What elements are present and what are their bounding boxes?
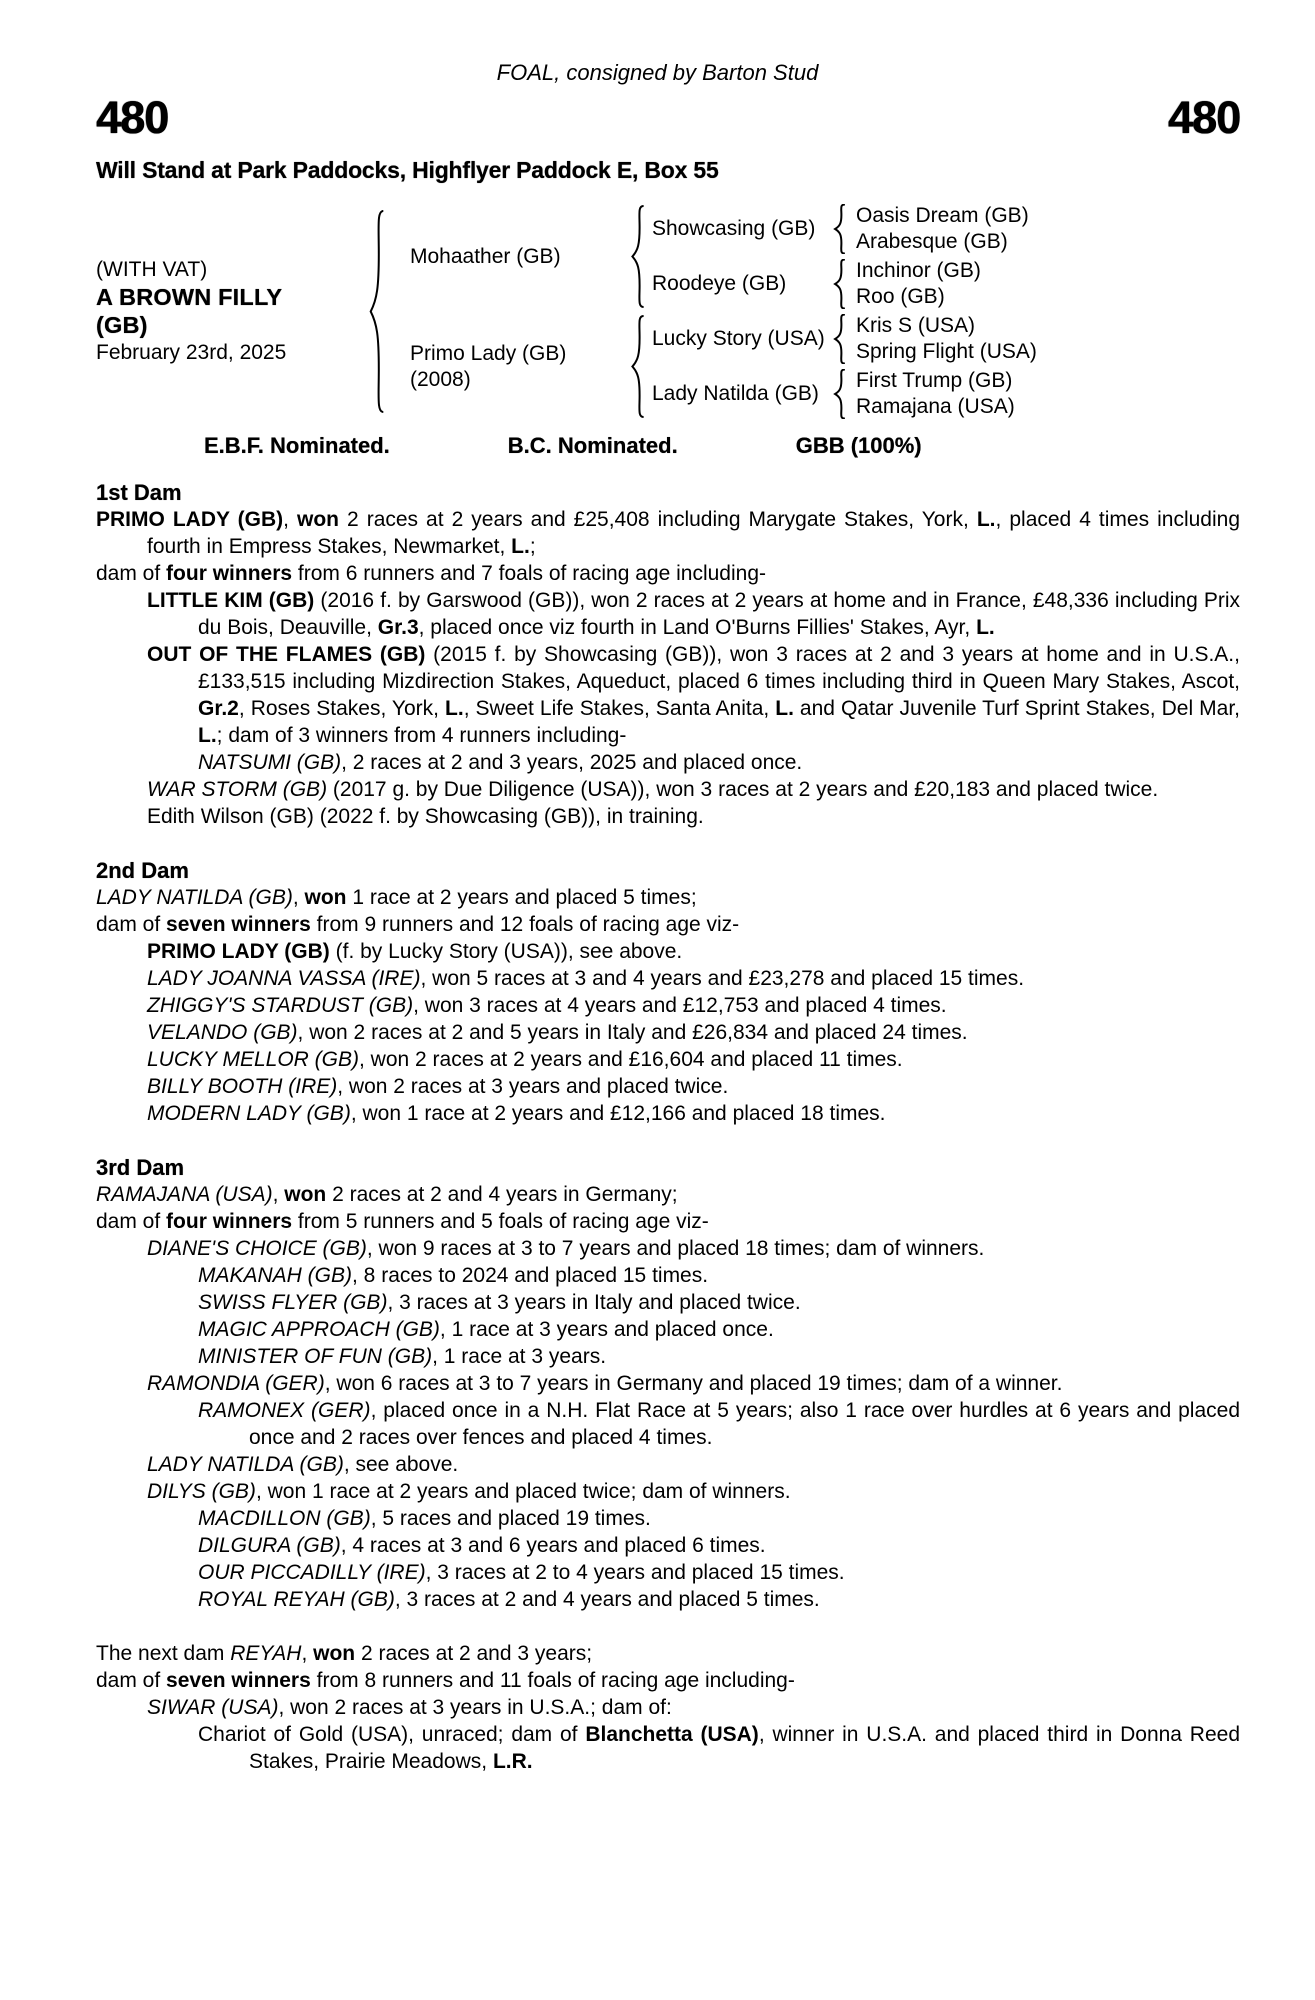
text-run: LADY NATILDA (GB) [147, 1453, 344, 1476]
text-run: Gr.2 [198, 697, 239, 720]
text-run: MAKANAH (GB) [198, 1264, 353, 1287]
brace-gp1-icon [833, 204, 847, 254]
text-run: , 4 races at 3 and 6 years and placed 6 times. [340, 1534, 766, 1557]
text-run: , [272, 1183, 285, 1206]
text-run: four winners [166, 1210, 293, 1233]
lot-number-left: 480 [96, 92, 169, 143]
text-run: (2017 g. by Due Diligence (USA)), won 3 races at 2 years and £20,183 and placed twice. [327, 778, 1159, 801]
nominations-line [204, 433, 922, 459]
pedigree-paragraph [96, 965, 1240, 992]
pedigree-paragraph [96, 1073, 1240, 1100]
grandsire-paternal [652, 203, 830, 255]
second-dam-heading: 2nd Dam [96, 858, 189, 883]
subject-suffix: (GB) [96, 311, 148, 338]
brace-gp3-icon [833, 314, 847, 364]
text-run: BILLY BOOTH (IRE) [147, 1075, 338, 1098]
text-run: REYAH [230, 1642, 302, 1665]
text-run: RAMONDIA (GER) [147, 1372, 325, 1395]
pedigree-paragraph [96, 911, 1240, 938]
text-run: PRIMO LADY (GB) [96, 508, 284, 531]
text-run: dam of [96, 1210, 167, 1233]
text-run: OUT OF THE FLAMES (GB) [147, 643, 426, 666]
text-run: RAMAJANA (USA) [96, 1183, 273, 1206]
text-run: Blanchetta (USA) [585, 1723, 759, 1746]
pedigree-paragraph [96, 992, 1240, 1019]
text-run: seven winners [166, 1669, 311, 1692]
text-run: SWISS FLYER (GB) [198, 1291, 388, 1314]
pedigree-paragraph [96, 1181, 1240, 1208]
text-run: , see above. [343, 1453, 459, 1476]
pedigree-paragraph [96, 1721, 1240, 1775]
text-run: LITTLE KIM (GB) [147, 589, 315, 612]
text-run: , [292, 886, 305, 909]
pedigree-paragraph [96, 1505, 1240, 1532]
brace-gp4-icon [833, 369, 847, 419]
text-run: ZHIGGY'S STARDUST (GB) [147, 994, 414, 1017]
text-run: 2 races at 2 and 3 years; [355, 1642, 593, 1665]
text-run: L. [976, 616, 995, 639]
pedigree-paragraph [96, 1640, 1240, 1667]
text-run: from 5 runners and 5 foals of racing age viz- [292, 1210, 709, 1233]
text-run: , won 5 races at 3 and 4 years and £23,278 and placed 15 times. [420, 967, 1025, 990]
pedigree-paragraph [96, 749, 1240, 776]
pedigree-paragraph [96, 884, 1240, 911]
section-next-dam [96, 1640, 1240, 1775]
section-third-dam [96, 1154, 1240, 1613]
text-run: LADY JOANNA VASSA (IRE) [147, 967, 421, 990]
brace-gp2-icon [833, 259, 847, 309]
text-run: OUR PICCADILLY (IRE) [198, 1561, 426, 1584]
text-run: , Sweet Life Stakes, Santa Anita, [463, 697, 776, 720]
text-run: L. [511, 535, 530, 558]
pedigree-dam [410, 313, 625, 420]
text-run: MINISTER OF FUN (GB) [198, 1345, 433, 1368]
text-run: NATSUMI (GB) [198, 751, 342, 774]
pedigree-paragraph [96, 641, 1240, 749]
text-run: , won 2 races at 3 years in U.S.A.; dam of: [278, 1696, 672, 1719]
granddam-maternal-name: Lady Natilda (GB) [652, 382, 819, 405]
granddam-paternal-name: Roodeye (GB) [652, 272, 787, 295]
text-run: , [283, 508, 297, 531]
text-run: , 8 races to 2024 and placed 15 times. [352, 1264, 709, 1287]
text-run: , 3 races at 2 and 4 years and placed 5 times. [394, 1588, 820, 1611]
text-run: and Qatar Juvenile Turf Sprint Stakes, Del Mar, [793, 697, 1241, 720]
pedigree-paragraph [96, 506, 1240, 560]
stand-location-line: Will Stand at Park Paddocks, Highflyer Paddock E, Box 55 [96, 157, 719, 183]
pedigree-paragraph [96, 1478, 1240, 1505]
text-run: won [304, 886, 347, 909]
text-run: won [313, 1642, 356, 1665]
text-run: WAR STORM (GB) [147, 778, 328, 801]
text-run: dam of [96, 1669, 167, 1692]
text-run: 2 races at 2 years and £25,408 including Marygate Stakes, York, [339, 508, 977, 531]
ebf-nominated: E.B.F. Nominated. [204, 433, 390, 458]
text-run: L. [198, 724, 217, 747]
text-run: MACDILLON (GB) [198, 1507, 371, 1530]
text-run: from 8 runners and 11 foals of racing age including- [310, 1669, 795, 1692]
section-first-dam [96, 479, 1240, 830]
text-run: , won 1 race at 2 years and £12,166 and placed 18 times. [350, 1102, 886, 1125]
pedigree-paragraph [96, 1100, 1240, 1127]
text-run: from 9 runners and 12 foals of racing age viz- [310, 913, 740, 936]
pedigree-paragraph [96, 938, 1240, 965]
third-dam-heading: 3rd Dam [96, 1155, 185, 1180]
text-run: 1 race at 2 years and placed 5 times; [346, 886, 697, 909]
pedigree-paragraph [96, 1235, 1240, 1262]
text-run: ROYAL REYAH (GB) [198, 1588, 395, 1611]
text-run: dam of [96, 913, 167, 936]
text-run: L. [775, 697, 794, 720]
text-run: seven winners [166, 913, 311, 936]
section-second-dam [96, 857, 1240, 1127]
catalogue-body [96, 479, 1240, 1802]
pedigree-paragraph [96, 1208, 1240, 1235]
text-run: 2 races at 2 and 4 years in Germany; [326, 1183, 678, 1206]
granddam-paternal [652, 258, 830, 310]
text-run: , [301, 1642, 314, 1665]
great-grandparent: Oasis Dream (GB) [856, 204, 1029, 227]
pedigree-paragraph [96, 587, 1240, 641]
pedigree-paragraph [96, 1559, 1240, 1586]
pedigree-paragraph [96, 1667, 1240, 1694]
pedigree-paragraph [96, 1532, 1240, 1559]
lot-number-right: 480 [1167, 92, 1240, 143]
text-run: The next dam [96, 1642, 231, 1665]
foal-date: February 23rd, 2025 [96, 340, 287, 364]
text-run: won [297, 508, 339, 531]
text-run: , Roses Stakes, York, [238, 697, 446, 720]
text-run: DILYS (GB) [147, 1480, 256, 1503]
granddam-maternal [652, 368, 830, 420]
great-grandparent: First Trump (GB) [856, 369, 1013, 392]
pedigree-tree [96, 203, 1240, 420]
text-run: , 3 races at 3 years in Italy and placed twice. [387, 1291, 801, 1314]
pedigree-paragraph [96, 803, 1240, 830]
text-run: , won 1 race at 2 years and placed twice; dam of winners. [255, 1480, 791, 1503]
pedigree-paragraph [96, 560, 1240, 587]
brace-sire-icon [630, 205, 646, 308]
text-run: RAMONEX (GER) [198, 1399, 371, 1422]
pedigree-paragraph [96, 1451, 1240, 1478]
text-run: L. [976, 508, 996, 531]
text-run: , placed 4 times including fourth in Empress Stakes, Newmarket, [147, 508, 1241, 558]
consignor-line: FOAL, consigned by Barton Stud [496, 60, 819, 85]
text-run: Chariot of Gold (USA), unraced; dam of [198, 1723, 586, 1746]
text-run: SIWAR (USA) [147, 1696, 279, 1719]
text-run: MODERN LADY (GB) [147, 1102, 351, 1125]
text-run: , 3 races at 2 to 4 years and placed 15 times. [425, 1561, 845, 1584]
text-run: , won 2 races at 3 years and placed twice. [337, 1075, 729, 1098]
vat-note: (WITH VAT) [96, 257, 208, 281]
text-run: (2015 f. by Showcasing (GB)), won 3 races at 2 and 3 years at home and in U.S.A., £133,515 including Mizdirection Stakes, Aqueduct, placed 6 times including third in Queen Mary Stakes, Ascot, [198, 643, 1240, 693]
text-run: dam of [96, 562, 167, 585]
pedigree-subject [96, 203, 368, 420]
pedigree-paragraph [96, 1370, 1240, 1397]
pedigree-paragraph [96, 776, 1240, 803]
page-header [0, 0, 1315, 478]
text-run: , 1 race at 3 years and placed once. [439, 1318, 774, 1341]
pedigree-paragraph [96, 1262, 1240, 1289]
text-run: , 2 races at 2 and 3 years, 2025 and placed once. [341, 751, 803, 774]
text-run: (2016 f. by Garswood (GB)), won 2 races at 2 years at home and in France, £48,336 including Prix du Bois, Deauville, [198, 589, 1240, 639]
text-run: Edith Wilson (GB) (2022 f. by Showcasing (GB)), in training. [147, 805, 704, 828]
pedigree-paragraph [96, 1586, 1240, 1613]
text-run: MAGIC APPROACH (GB) [198, 1318, 440, 1341]
text-run: , won 9 races at 3 to 7 years and placed 18 times; dam of winners. [366, 1237, 985, 1260]
text-run: , placed once viz fourth in Land O'Burns Fillies' Stakes, Ayr, [418, 616, 977, 639]
text-run: ; dam of 3 winners from 4 runners including- [216, 724, 627, 747]
text-run: , placed once in a N.H. Flat Race at 5 years; also 1 race over hurdles at 6 years and placed once and 2 races over fences and placed 4 times. [249, 1399, 1241, 1449]
great-grandparent: Roo (GB) [856, 285, 945, 308]
text-run: four winners [166, 562, 293, 585]
grandsire-maternal [652, 313, 830, 365]
text-run: L.R. [492, 1750, 533, 1773]
great-grandparent: Spring Flight (USA) [856, 340, 1037, 363]
text-run: , won 2 races at 2 and 5 years in Italy and £26,834 and placed 24 times. [297, 1021, 968, 1044]
text-run: PRIMO LADY (GB) [147, 940, 330, 963]
brace-dam-icon [630, 315, 646, 418]
first-dam-heading: 1st Dam [96, 480, 182, 505]
text-run: (f. by Lucky Story (USA)), see above. [329, 940, 683, 963]
pedigree-paragraph [96, 1397, 1240, 1451]
sire-name: Mohaather (GB) [410, 244, 561, 268]
text-run: DIANE'S CHOICE (GB) [147, 1237, 367, 1260]
pedigree-paragraph [96, 1694, 1240, 1721]
great-grandparent: Inchinor (GB) [856, 259, 981, 282]
text-run: DILGURA (GB) [198, 1534, 341, 1557]
pedigree-paragraph [96, 1046, 1240, 1073]
text-run: , won 2 races at 2 years and £16,604 and placed 11 times. [359, 1048, 903, 1071]
dam-year: (2008) [410, 367, 471, 391]
brace-root-icon [368, 209, 386, 414]
text-run: L. [445, 697, 464, 720]
text-run: VELANDO (GB) [147, 1021, 298, 1044]
great-grandparent: Arabesque (GB) [856, 230, 1008, 253]
great-grandparent: Ramajana (USA) [856, 395, 1015, 418]
text-run: , winner in U.S.A. and placed third in Donna Reed Stakes, Prairie Meadows, [249, 1723, 1240, 1773]
gbb-status: GBB (100%) [795, 433, 922, 458]
pedigree-sire [410, 203, 625, 310]
text-run: Gr.3 [377, 616, 419, 639]
great-grandparent: Kris S (USA) [856, 314, 976, 337]
grandsire-maternal-name: Lucky Story (USA) [652, 327, 825, 350]
dam-name: Primo Lady (GB) [410, 341, 567, 365]
text-run: , won 6 races at 3 to 7 years in Germany and placed 19 times; dam of a winner. [324, 1372, 1063, 1395]
text-run: ; [529, 535, 536, 558]
pedigree-paragraph [96, 1019, 1240, 1046]
bc-nominated: B.C. Nominated. [507, 433, 678, 458]
text-run: , 5 races and placed 19 times. [370, 1507, 651, 1530]
text-run: , 1 race at 3 years. [432, 1345, 607, 1368]
grandsire-paternal-name: Showcasing (GB) [652, 217, 816, 240]
text-run: LUCKY MELLOR (GB) [147, 1048, 359, 1071]
pedigree-paragraph [96, 1289, 1240, 1316]
subject-name: A BROWN FILLY [96, 283, 283, 310]
pedigree-paragraph [96, 1316, 1240, 1343]
text-run: , won 3 races at 4 years and £12,753 and placed 4 times. [413, 994, 947, 1017]
text-run: LADY NATILDA (GB) [96, 886, 293, 909]
text-run: won [284, 1183, 327, 1206]
text-run: from 6 runners and 7 foals of racing age including- [292, 562, 766, 585]
pedigree-paragraph [96, 1343, 1240, 1370]
